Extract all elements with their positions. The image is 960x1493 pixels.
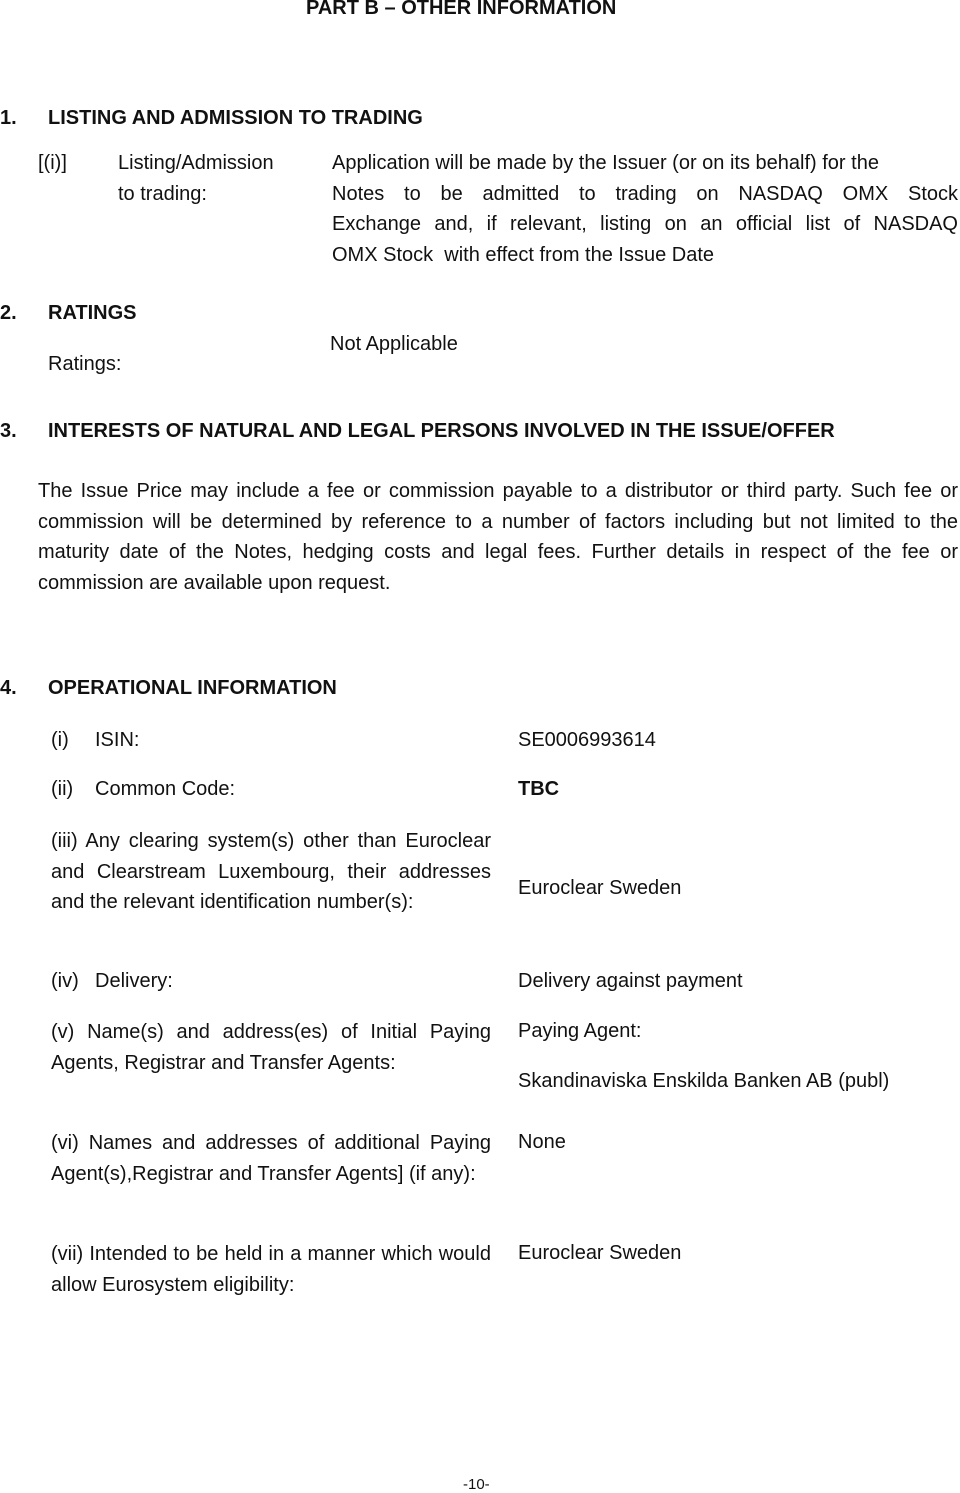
- section-3-heading: INTERESTS OF NATURAL AND LEGAL PERSONS INVOLVED IN THE ISSUE/OFFER: [48, 420, 835, 442]
- paying-agent-heading: Paying Agent:: [518, 1020, 642, 1042]
- isin-label: ISIN:: [95, 729, 140, 751]
- ratings-label: Ratings:: [48, 353, 122, 375]
- ratings-value: Not Applicable: [330, 333, 458, 355]
- paying-agent-name: Skandinaviska Enskilda Banken AB (publ): [518, 1070, 890, 1092]
- additional-paying-agents-value: None: [518, 1131, 566, 1153]
- delivery-value: Delivery against payment: [518, 970, 743, 992]
- delivery-label: Delivery:: [95, 970, 173, 992]
- delivery-ref: (iv): [51, 970, 79, 992]
- common-code-label: Common Code:: [95, 778, 236, 800]
- common-code-value: TBC: [518, 778, 560, 800]
- paying-agents-label: (v) Name(s) and address(es) of Initial Paying Agents, Registrar and Transfer Agents:: [51, 1021, 491, 1074]
- eurosystem-eligibility-label: (vii) Intended to be held in a manner which would allow Eurosystem eligibility:: [51, 1243, 491, 1296]
- section-1-item-ref: [(i)]: [38, 152, 67, 174]
- listing-label-line-2: to trading:: [118, 183, 207, 205]
- clearing-system-label: (iii) Any clearing system(s) other than Euroclear and Clearstream Luxembourg, their addresses and the relevant identification number(s):: [51, 830, 491, 913]
- clearing-system-value: Euroclear Sweden: [518, 877, 682, 899]
- section-1-number: 1.: [0, 107, 17, 129]
- section-4-heading: OPERATIONAL INFORMATION: [48, 677, 337, 699]
- common-code-ref: (ii): [51, 778, 74, 800]
- isin-value: SE0006993614: [518, 729, 656, 751]
- section-1-heading: LISTING AND ADMISSION TO TRADING: [48, 107, 423, 129]
- section-4-number: 4.: [0, 677, 17, 699]
- page-number: -10-: [463, 1476, 490, 1493]
- additional-paying-agents-label: (vi) Names and addresses of additional Paying Agent(s),Registrar and Transfer Agents] (if any):: [51, 1132, 491, 1185]
- listing-value-line-4: OMX Stock with effect from the Issue Date: [332, 244, 715, 266]
- section-3-number: 3.: [0, 420, 17, 442]
- section-3-body: The Issue Price may include a fee or commission payable to a distributor or third party. Such fee or commission will be determined by reference to a number of factors including but not limited to the maturity date of the Notes, hedging costs and legal fees. Further details in respect of the fee or commission are available upon request.: [38, 480, 958, 594]
- listing-value-line-2: Notes to be admitted to trading on NASDAQ OMX Stock: [332, 183, 958, 205]
- page-title: PART B – OTHER INFORMATION: [306, 0, 617, 19]
- listing-label-line-1: Listing/Admission: [118, 152, 274, 174]
- listing-value-line-3: Exchange and, if relevant, listing on an official list of NASDAQ: [332, 213, 958, 235]
- eurosystem-eligibility-value: Euroclear Sweden: [518, 1242, 682, 1264]
- section-2-heading: RATINGS: [48, 302, 137, 324]
- listing-value-line-1: Application will be made by the Issuer (or on its behalf) for the: [332, 152, 879, 174]
- isin-ref: (i): [51, 729, 69, 751]
- section-2-number: 2.: [0, 302, 17, 324]
